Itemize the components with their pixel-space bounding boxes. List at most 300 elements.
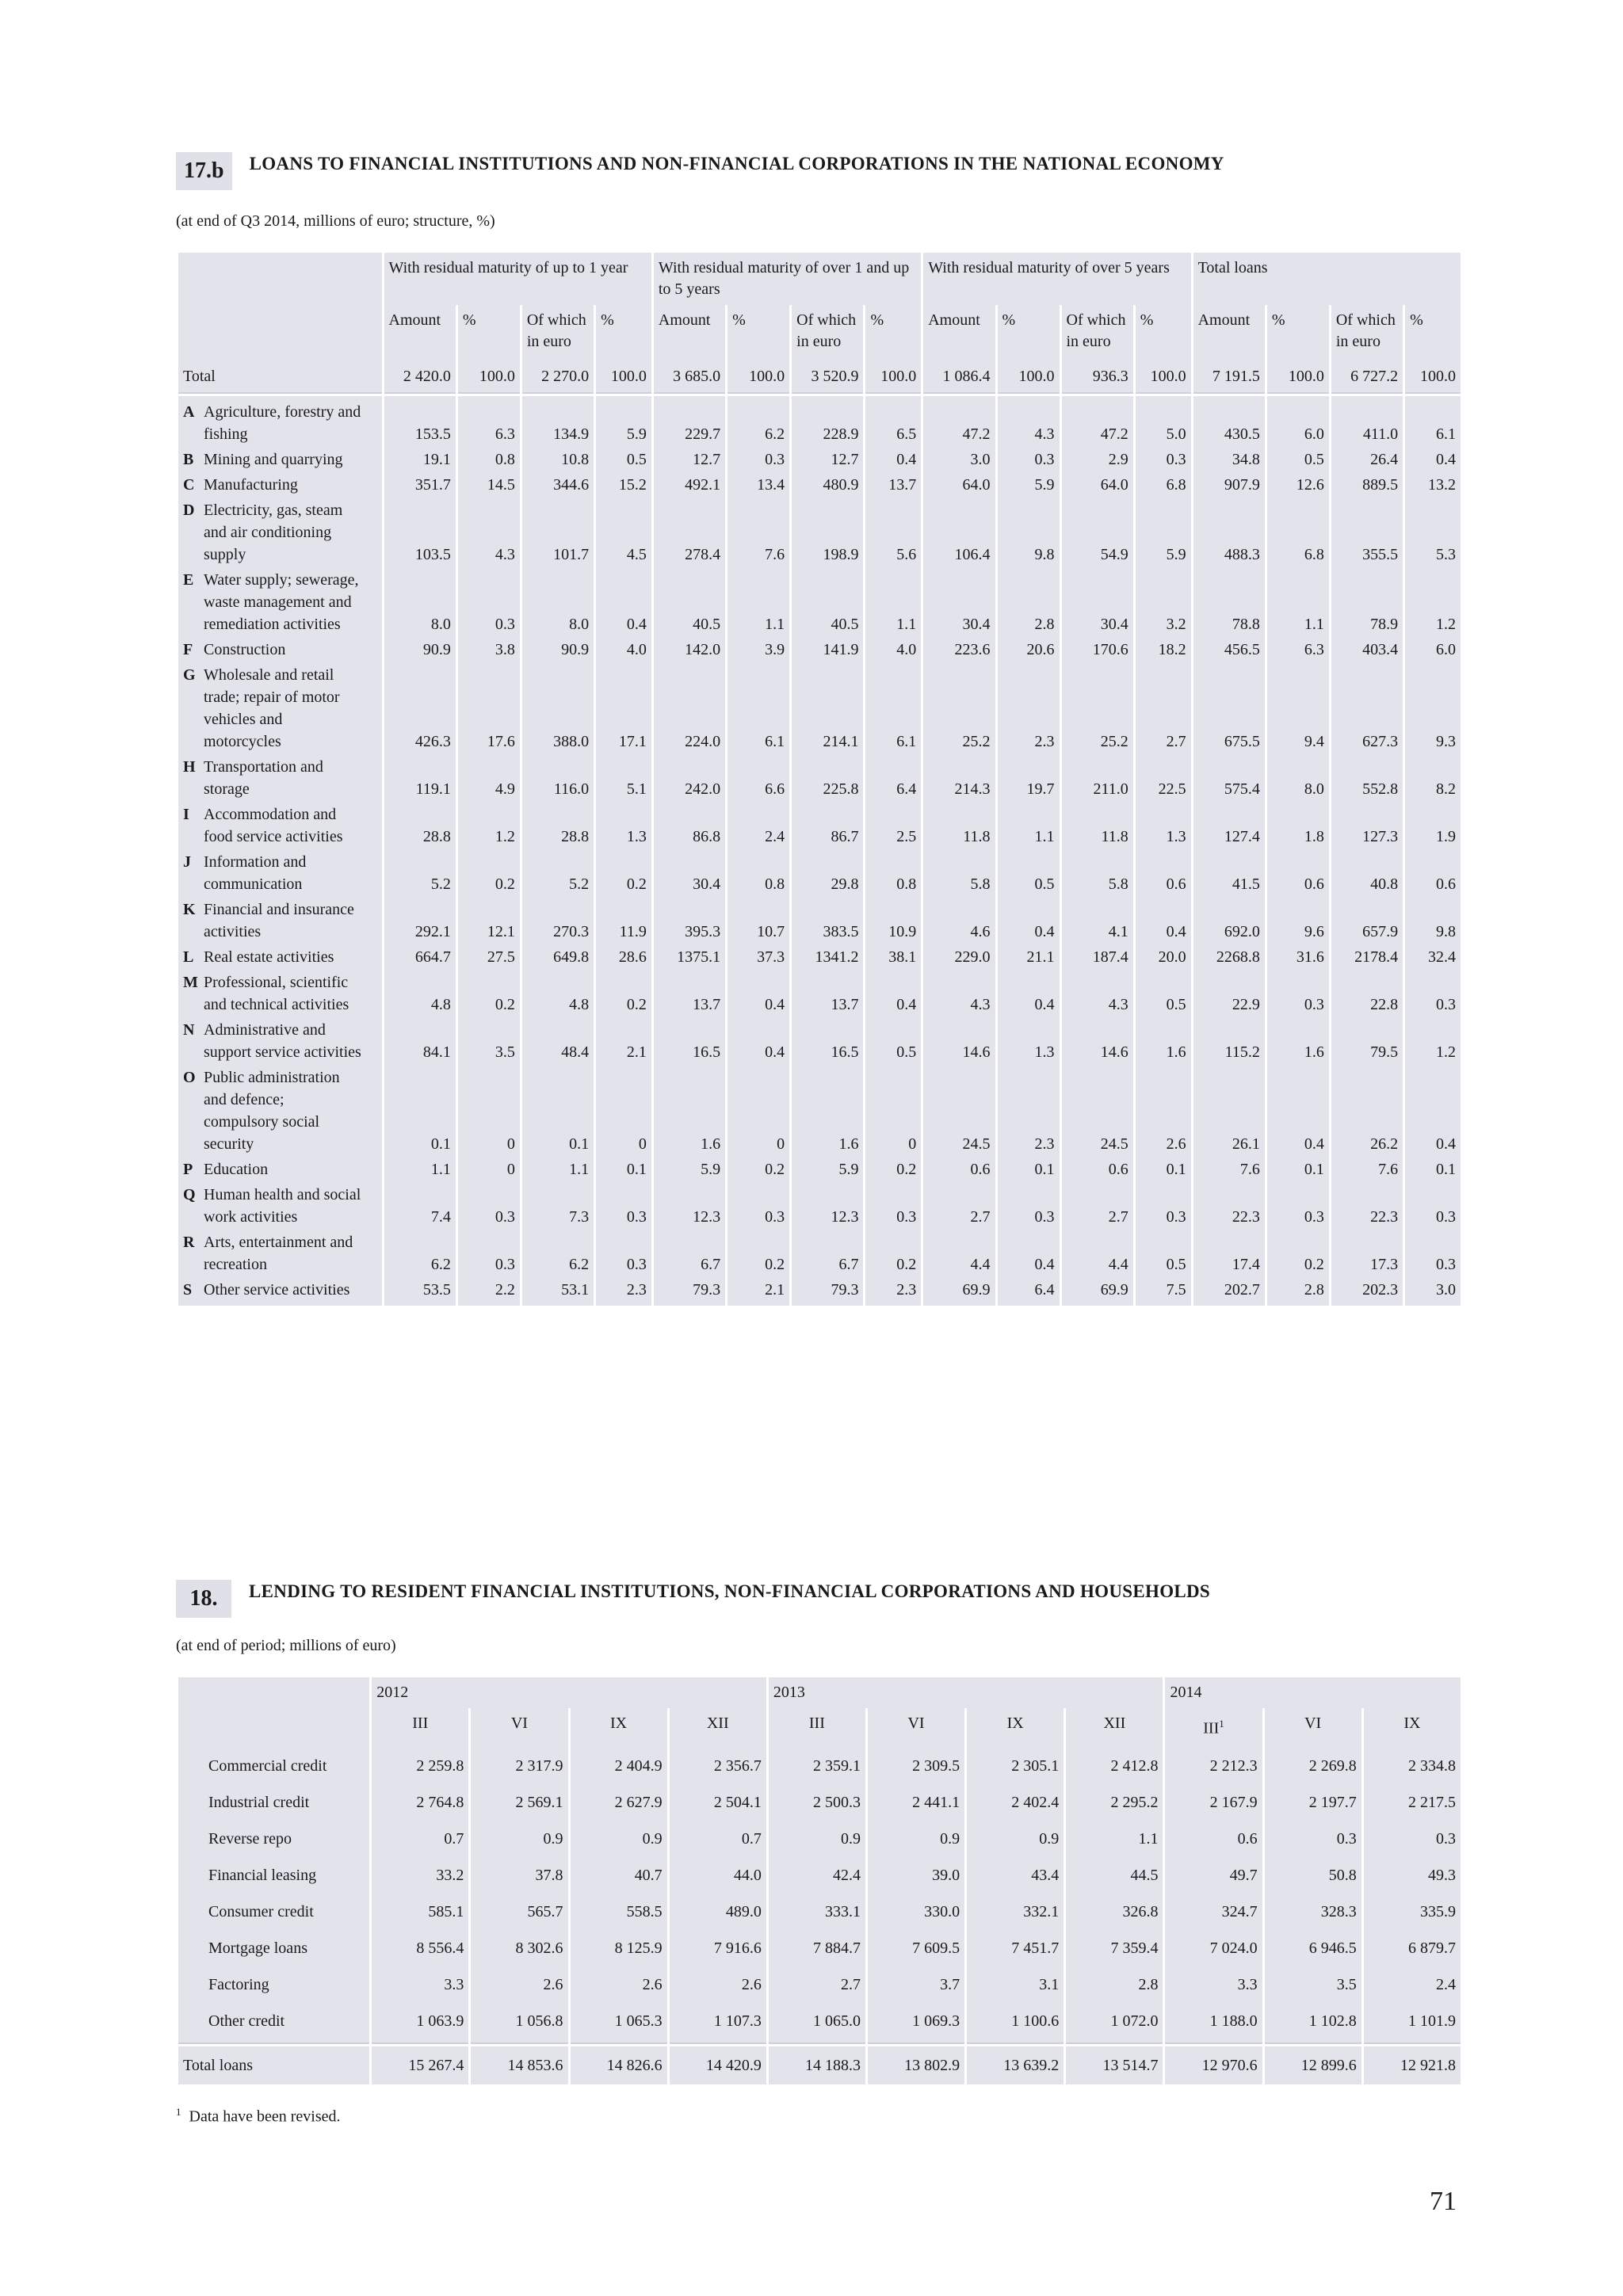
spacer-cell xyxy=(998,1302,1060,1306)
data-cell: 2.2 xyxy=(458,1277,520,1302)
data-cell: 7.6 xyxy=(1193,1157,1265,1182)
data-cell: 202.7 xyxy=(1193,1277,1265,1302)
data-cell: 657.9 xyxy=(1331,897,1403,944)
data-cell: 2.7 xyxy=(923,1182,995,1230)
sub-header: % xyxy=(596,305,651,357)
period-label: XII xyxy=(706,1714,729,1732)
data-cell: 1 188.0 xyxy=(1165,2003,1262,2039)
data-cell: 9.6 xyxy=(1267,897,1329,944)
data-cell: 12 899.6 xyxy=(1265,2046,1361,2084)
data-cell: 43.4 xyxy=(967,1857,1064,1894)
data-cell: 12.3 xyxy=(792,1182,863,1230)
data-cell: 1.6 xyxy=(792,1065,863,1157)
row-code: J xyxy=(183,853,191,871)
row-code: B xyxy=(183,451,194,468)
data-cell: 22.8 xyxy=(1331,970,1403,1017)
data-cell: 2.9 xyxy=(1062,447,1133,472)
data-cell: 26.2 xyxy=(1331,1065,1403,1157)
data-cell: 2.6 xyxy=(1136,1065,1191,1157)
table-row xyxy=(178,1821,1461,1857)
data-cell: 0.3 xyxy=(998,447,1060,472)
data-cell: 24.5 xyxy=(1062,1065,1133,1157)
data-cell: 7.6 xyxy=(727,498,789,567)
data-cell: 8.2 xyxy=(1405,754,1461,802)
data-cell: 17.1 xyxy=(596,662,651,754)
row-label-text: Education xyxy=(204,1161,269,1178)
data-cell: 7 191.5 xyxy=(1193,360,1265,392)
data-cell: 0.5 xyxy=(1136,1230,1191,1277)
data-cell: 0.4 xyxy=(1136,897,1191,944)
period-header xyxy=(1066,1708,1163,1745)
data-cell: 5.8 xyxy=(1062,849,1133,897)
data-cell: 9.4 xyxy=(1267,662,1329,754)
data-cell: 0.2 xyxy=(458,849,520,897)
sub-header: % xyxy=(998,305,1060,357)
data-cell: 0.6 xyxy=(923,1157,995,1182)
data-cell: 6.4 xyxy=(865,754,921,802)
data-cell: 25.2 xyxy=(1062,662,1133,754)
sub-header: % xyxy=(727,305,789,357)
data-cell: 38.1 xyxy=(865,944,921,970)
row-label-text: Administrative and support service activities xyxy=(204,1021,361,1061)
row-label xyxy=(178,1182,382,1230)
data-cell: 202.3 xyxy=(1331,1277,1403,1302)
data-cell: 0.9 xyxy=(967,1821,1064,1857)
data-cell: 84.1 xyxy=(384,1017,456,1065)
data-cell: 7 916.6 xyxy=(670,1930,766,1966)
data-cell: 0.6 xyxy=(1136,849,1191,897)
data-cell: 6 879.7 xyxy=(1364,1930,1461,1966)
row-code: S xyxy=(183,1281,193,1299)
data-cell: 492.1 xyxy=(654,472,725,498)
data-cell: 64.0 xyxy=(923,472,995,498)
row-label: Financial leasing xyxy=(178,1857,369,1894)
data-cell: 11.8 xyxy=(923,802,995,849)
data-cell: 32.4 xyxy=(1405,944,1461,970)
data-cell: 12.7 xyxy=(654,447,725,472)
data-cell: 34.8 xyxy=(1193,447,1265,472)
data-cell: 6 727.2 xyxy=(1331,360,1403,392)
table-row xyxy=(178,472,1461,498)
data-cell: 16.5 xyxy=(654,1017,725,1065)
data-cell: 488.3 xyxy=(1193,498,1265,567)
data-cell: 8 125.9 xyxy=(571,1930,667,1966)
data-cell: 100.0 xyxy=(865,360,921,392)
period-label: IX xyxy=(1006,1714,1024,1732)
data-cell: 0.4 xyxy=(1405,1065,1461,1157)
table-unit: (at end of period; millions of euro) xyxy=(176,1637,396,1654)
spacer-cell xyxy=(727,1302,789,1306)
data-cell: 1.1 xyxy=(522,1157,594,1182)
data-cell: 0.5 xyxy=(865,1017,921,1065)
data-cell: 0.1 xyxy=(1405,1157,1461,1182)
data-cell: 229.0 xyxy=(923,944,995,970)
data-cell: 5.2 xyxy=(384,849,456,897)
period-label: IX xyxy=(1403,1714,1421,1732)
data-cell: 7.3 xyxy=(522,1182,594,1230)
data-cell: 0.5 xyxy=(1136,970,1191,1017)
row-label-text: Financial and insurance activities xyxy=(204,901,354,940)
period-header xyxy=(471,1708,567,1745)
row-label: Consumer credit xyxy=(178,1894,369,1930)
table-title: LENDING TO RESIDENT FINANCIAL INSTITUTIONS, NON-FINANCIAL CORPORATIONS AND HOUSEHOLDS xyxy=(249,1581,1211,1601)
data-cell: 1.6 xyxy=(1136,1017,1191,1065)
table-row xyxy=(178,1277,1461,1302)
data-cell: 2.8 xyxy=(1066,1966,1163,2003)
data-cell: 214.3 xyxy=(923,754,995,802)
data-cell: 13.7 xyxy=(654,970,725,1017)
table-row xyxy=(178,1182,1461,1230)
row-code: R xyxy=(183,1234,195,1251)
data-cell: 1 101.9 xyxy=(1364,2003,1461,2039)
data-cell: 6.7 xyxy=(654,1230,725,1277)
data-cell: 0.5 xyxy=(596,447,651,472)
period-header xyxy=(769,1708,865,1745)
data-cell: 2.8 xyxy=(998,567,1060,637)
period-header xyxy=(1165,1708,1262,1745)
data-cell: 332.1 xyxy=(967,1894,1064,1930)
data-cell: 53.5 xyxy=(384,1277,456,1302)
spacer-cell xyxy=(923,1302,995,1306)
data-cell: 100.0 xyxy=(458,360,520,392)
data-cell: 4.8 xyxy=(384,970,456,1017)
data-cell: 7 359.4 xyxy=(1066,1930,1163,1966)
data-cell: 69.9 xyxy=(1062,1277,1133,1302)
data-cell: 0.3 xyxy=(865,1182,921,1230)
spacer-cell xyxy=(522,1302,594,1306)
data-cell: 0.2 xyxy=(596,849,651,897)
data-cell: 0.1 xyxy=(384,1065,456,1157)
sub-header: Amount xyxy=(654,305,725,357)
data-cell: 328.3 xyxy=(1265,1894,1361,1930)
data-cell: 2 270.0 xyxy=(522,360,594,392)
data-cell: 8.0 xyxy=(384,567,456,637)
data-cell: 0 xyxy=(596,1065,651,1157)
row-label-text: Water supply; sewerage, waste management and remediation activities xyxy=(204,571,359,633)
row-code: L xyxy=(183,948,194,966)
data-cell: 6.0 xyxy=(1267,399,1329,447)
data-cell: 14 188.3 xyxy=(769,2046,865,2084)
period-label: IX xyxy=(610,1714,628,1732)
data-cell: 3.0 xyxy=(923,447,995,472)
spacer-cell xyxy=(596,1302,651,1306)
sub-header: Of which in euro xyxy=(1331,305,1403,357)
row-label-text: Manufacturing xyxy=(204,476,298,494)
row-code: Q xyxy=(183,1186,196,1203)
data-cell: 16.5 xyxy=(792,1017,863,1065)
row-code: F xyxy=(183,641,193,658)
data-cell: 187.4 xyxy=(1062,944,1133,970)
row-label-text: Agriculture, forestry and fishing xyxy=(204,403,361,443)
data-cell: 7 024.0 xyxy=(1165,1930,1262,1966)
period-label: III xyxy=(808,1714,825,1732)
data-cell: 6.1 xyxy=(727,662,789,754)
data-cell: 0.3 xyxy=(1265,1821,1361,1857)
data-cell: 0.3 xyxy=(1267,1182,1329,1230)
row-label-text: Wholesale and retail trade; repair of motor vehicles and motorcycles xyxy=(204,666,340,750)
data-cell: 0.6 xyxy=(1405,849,1461,897)
data-cell: 5.3 xyxy=(1405,498,1461,567)
row-label: Other credit xyxy=(178,2003,369,2039)
data-cell: 6.2 xyxy=(727,399,789,447)
data-cell: 153.5 xyxy=(384,399,456,447)
row-label xyxy=(178,1277,382,1302)
data-cell: 6 946.5 xyxy=(1265,1930,1361,1966)
data-cell: 28.8 xyxy=(522,802,594,849)
data-cell: 2 412.8 xyxy=(1066,1748,1163,1784)
data-cell: 100.0 xyxy=(596,360,651,392)
data-cell: 100.0 xyxy=(1136,360,1191,392)
data-cell: 4.6 xyxy=(923,897,995,944)
data-cell: 86.8 xyxy=(654,802,725,849)
data-cell: 0.2 xyxy=(458,970,520,1017)
data-cell: 7 884.7 xyxy=(769,1930,865,1966)
data-cell: 0.3 xyxy=(1405,1182,1461,1230)
sub-header: Amount xyxy=(1193,305,1265,357)
spacer-cell xyxy=(1136,1302,1191,1306)
data-cell: 0 xyxy=(865,1065,921,1157)
footnote xyxy=(176,2106,341,2126)
data-cell: 3 520.9 xyxy=(792,360,863,392)
data-cell: 6.2 xyxy=(522,1230,594,1277)
data-cell: 18.2 xyxy=(1136,637,1191,662)
data-cell: 0.2 xyxy=(596,970,651,1017)
data-cell: 0.8 xyxy=(727,849,789,897)
row-label xyxy=(178,637,382,662)
data-cell: 1.1 xyxy=(865,567,921,637)
data-cell: 1 065.0 xyxy=(769,2003,865,2039)
data-cell: 40.5 xyxy=(792,567,863,637)
data-cell: 0.3 xyxy=(458,1182,520,1230)
row-code: M xyxy=(183,974,198,991)
row-code: P xyxy=(183,1161,193,1178)
data-cell: 5.6 xyxy=(865,498,921,567)
data-cell: 3.3 xyxy=(1165,1966,1262,2003)
data-cell: 44.5 xyxy=(1066,1857,1163,1894)
data-cell: 2 441.1 xyxy=(868,1784,964,1821)
row-label xyxy=(178,447,382,472)
data-cell: 1.2 xyxy=(1405,1017,1461,1065)
data-cell: 9.8 xyxy=(998,498,1060,567)
sub-header: Of which in euro xyxy=(1062,305,1133,357)
sub-header: Of which in euro xyxy=(792,305,863,357)
data-cell: 664.7 xyxy=(384,944,456,970)
data-cell: 0.5 xyxy=(1267,447,1329,472)
lending-table xyxy=(176,1677,1463,2084)
row-label: Industrial credit xyxy=(178,1784,369,1821)
data-cell: 2 334.8 xyxy=(1364,1748,1461,1784)
data-cell: 6.6 xyxy=(727,754,789,802)
data-cell: 42.4 xyxy=(769,1857,865,1894)
data-cell: 116.0 xyxy=(522,754,594,802)
data-cell: 0.3 xyxy=(596,1230,651,1277)
period-label: XII xyxy=(1103,1714,1126,1732)
sub-header: Of which in euro xyxy=(522,305,594,357)
data-cell: 292.1 xyxy=(384,897,456,944)
data-cell: 225.8 xyxy=(792,754,863,802)
row-label xyxy=(178,1017,382,1065)
table-number: 18. xyxy=(176,1580,231,1618)
data-cell: 1 100.6 xyxy=(967,2003,1064,2039)
period-header xyxy=(670,1708,766,1745)
data-cell: 7 451.7 xyxy=(967,1930,1064,1966)
row-label xyxy=(178,754,382,802)
data-cell: 3.9 xyxy=(727,637,789,662)
data-cell: 5.9 xyxy=(1136,498,1191,567)
data-cell: 0.3 xyxy=(727,447,789,472)
data-cell: 39.0 xyxy=(868,1857,964,1894)
data-cell: 3.5 xyxy=(458,1017,520,1065)
data-cell: 15.2 xyxy=(596,472,651,498)
row-label xyxy=(178,1230,382,1277)
data-cell: 7 609.5 xyxy=(868,1930,964,1966)
row-code: E xyxy=(183,571,194,589)
data-cell: 3.7 xyxy=(868,1966,964,2003)
table-row xyxy=(178,1966,1461,2003)
data-cell: 115.2 xyxy=(1193,1017,1265,1065)
data-cell: 2 305.1 xyxy=(967,1748,1064,1784)
data-cell: 13 802.9 xyxy=(868,2046,964,2084)
data-cell: 0 xyxy=(727,1065,789,1157)
data-cell: 0.3 xyxy=(1364,1821,1461,1857)
data-cell: 575.4 xyxy=(1193,754,1265,802)
data-cell: 14 853.6 xyxy=(471,2046,567,2084)
table-row xyxy=(178,1230,1461,1277)
row-label-text: Public administration and defence; compulsory social security xyxy=(204,1069,340,1153)
data-cell: 395.3 xyxy=(654,897,725,944)
period-header xyxy=(372,1708,468,1745)
table-row xyxy=(178,802,1461,849)
row-label: Total xyxy=(178,360,382,392)
data-cell: 6.3 xyxy=(458,399,520,447)
table-number: 17.b xyxy=(176,152,232,190)
table-row xyxy=(178,399,1461,447)
total-row xyxy=(178,2046,1461,2084)
data-cell: 2 504.1 xyxy=(670,1784,766,1821)
data-cell: 2 212.3 xyxy=(1165,1748,1262,1784)
data-cell: 3.1 xyxy=(967,1966,1064,2003)
data-cell: 2 259.8 xyxy=(372,1748,468,1784)
data-cell: 0.4 xyxy=(596,567,651,637)
data-cell: 5.9 xyxy=(654,1157,725,1182)
data-cell: 69.9 xyxy=(923,1277,995,1302)
sub-header: % xyxy=(1405,305,1461,357)
row-label-text: Electricity, gas, steam and air conditioning supply xyxy=(204,502,343,563)
data-cell: 106.4 xyxy=(923,498,995,567)
page-number: 71 xyxy=(1430,2187,1457,2216)
data-cell: 37.3 xyxy=(727,944,789,970)
data-cell: 13.2 xyxy=(1405,472,1461,498)
data-cell: 90.9 xyxy=(384,637,456,662)
data-cell: 8 556.4 xyxy=(372,1930,468,1966)
table-unit: (at end of Q3 2014, millions of euro; structure, %) xyxy=(176,212,495,230)
data-cell: 456.5 xyxy=(1193,637,1265,662)
data-cell: 1.3 xyxy=(596,802,651,849)
total-row xyxy=(178,360,1461,392)
data-cell: 229.7 xyxy=(654,399,725,447)
data-cell: 0.4 xyxy=(865,447,921,472)
data-cell: 127.3 xyxy=(1331,802,1403,849)
table-row xyxy=(178,447,1461,472)
data-cell: 3 685.0 xyxy=(654,360,725,392)
sub-header: % xyxy=(1136,305,1191,357)
data-cell: 12.7 xyxy=(792,447,863,472)
data-cell: 1.3 xyxy=(998,1017,1060,1065)
data-cell: 2 217.5 xyxy=(1364,1784,1461,1821)
data-cell: 0.6 xyxy=(1062,1157,1133,1182)
data-cell: 0 xyxy=(458,1065,520,1157)
spacer-cell xyxy=(1405,1302,1461,1306)
data-cell: 13 514.7 xyxy=(1066,2046,1163,2084)
group-header: Total loans xyxy=(1193,253,1461,305)
data-cell: 333.1 xyxy=(769,1894,865,1930)
row-label: Mortgage loans xyxy=(178,1930,369,1966)
data-cell: 0.9 xyxy=(571,1821,667,1857)
data-cell: 2.7 xyxy=(1062,1182,1133,1230)
data-cell: 11.8 xyxy=(1062,802,1133,849)
data-cell: 565.7 xyxy=(471,1894,567,1930)
data-cell: 11.9 xyxy=(596,897,651,944)
row-label-text: Transportation and storage xyxy=(204,758,323,798)
data-cell: 0.4 xyxy=(727,1017,789,1065)
data-cell: 0.2 xyxy=(865,1157,921,1182)
data-cell: 79.3 xyxy=(654,1277,725,1302)
data-cell: 2.8 xyxy=(1267,1277,1329,1302)
data-cell: 50.8 xyxy=(1265,1857,1361,1894)
data-cell: 29.8 xyxy=(792,849,863,897)
data-cell: 228.9 xyxy=(792,399,863,447)
spacer-cell xyxy=(792,1302,863,1306)
table-row xyxy=(178,567,1461,637)
data-cell: 242.0 xyxy=(654,754,725,802)
data-cell: 351.7 xyxy=(384,472,456,498)
data-cell: 2.1 xyxy=(596,1017,651,1065)
data-cell: 0.4 xyxy=(998,970,1060,1017)
row-label-text: Construction xyxy=(204,641,286,658)
data-cell: 14.6 xyxy=(923,1017,995,1065)
data-cell: 9.3 xyxy=(1405,662,1461,754)
group-header: With residual maturity of over 5 years xyxy=(923,253,1190,305)
data-cell: 49.7 xyxy=(1165,1857,1262,1894)
data-cell: 6.2 xyxy=(384,1230,456,1277)
data-cell: 24.5 xyxy=(923,1065,995,1157)
data-cell: 0 xyxy=(458,1157,520,1182)
data-cell: 13.7 xyxy=(792,970,863,1017)
row-code: H xyxy=(183,758,196,776)
data-cell: 10.8 xyxy=(522,447,594,472)
data-cell: 78.9 xyxy=(1331,567,1403,637)
data-cell: 4.9 xyxy=(458,754,520,802)
data-cell: 3.3 xyxy=(372,1966,468,2003)
data-cell: 1.2 xyxy=(458,802,520,849)
data-cell: 100.0 xyxy=(727,360,789,392)
data-cell: 5.9 xyxy=(792,1157,863,1182)
data-cell: 7.6 xyxy=(1331,1157,1403,1182)
group-header: With residual maturity of up to 1 year xyxy=(384,253,651,305)
period-header xyxy=(571,1708,667,1745)
spacer-cell xyxy=(178,1302,382,1306)
data-cell: 0.3 xyxy=(458,567,520,637)
period-label: VI xyxy=(1304,1714,1322,1732)
data-cell: 1.8 xyxy=(1267,802,1329,849)
data-cell: 0.2 xyxy=(727,1157,789,1182)
data-cell: 0.4 xyxy=(998,1230,1060,1277)
spacer-cell xyxy=(1193,1302,1265,1306)
data-cell: 7.5 xyxy=(1136,1277,1191,1302)
data-cell: 12.3 xyxy=(654,1182,725,1230)
data-cell: 324.7 xyxy=(1165,1894,1262,1930)
data-cell: 40.8 xyxy=(1331,849,1403,897)
